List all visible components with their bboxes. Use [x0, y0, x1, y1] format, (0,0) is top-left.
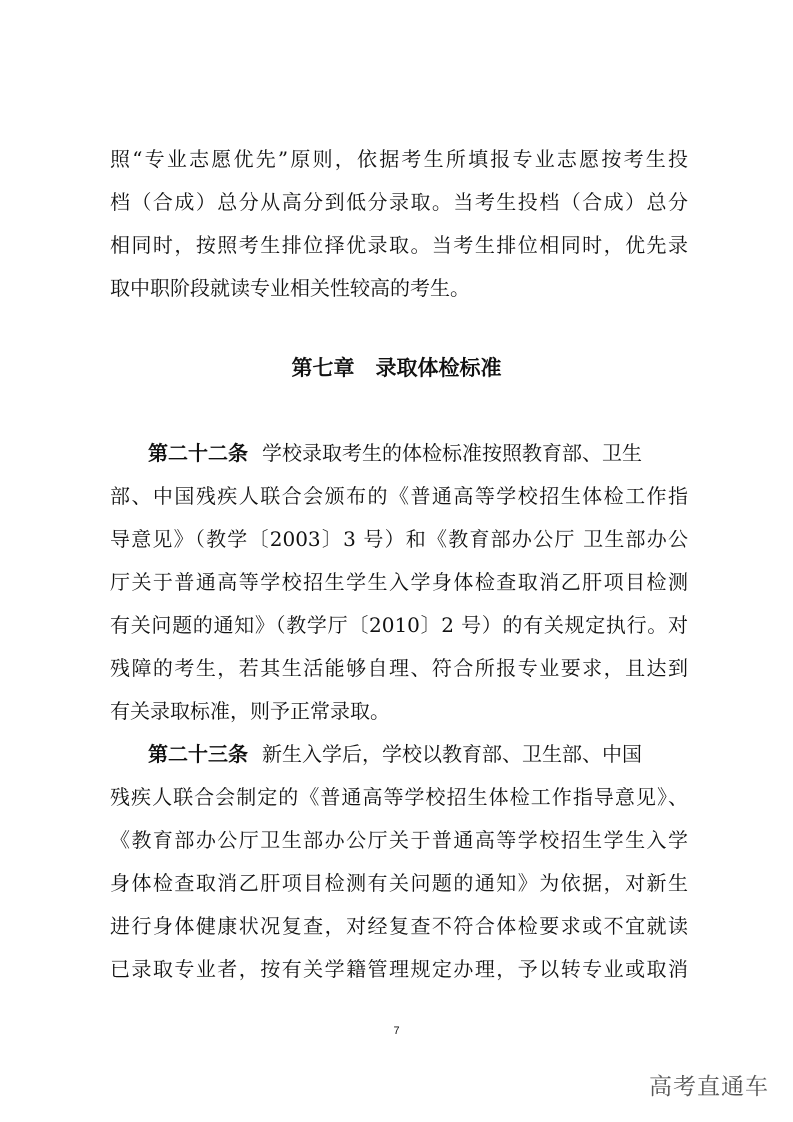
article-22-first-line — [148, 440, 688, 466]
article-23-first-line — [148, 741, 688, 767]
chapter-heading: 第七章 录取体检标准 — [291, 356, 502, 380]
paragraph-line: 厅关于普通高等学校招生学生入学身体检查取消乙肝项目检测 — [110, 570, 688, 594]
article-23-label: 第二十三条 — [148, 742, 248, 766]
paragraph-line: 相同时，按照考生排位择优录取。当考生排位相同时，优先录 — [110, 233, 688, 257]
paragraph-line: 残障的考生，若其生活能够自理、符合所报专业要求，且达到 — [110, 656, 688, 680]
paragraph-line: 已录取专业者，按有关学籍管理规定办理，予以转专业或取消 — [110, 957, 688, 981]
paragraph-line: 进行身体健康状况复查，对经复查不符合体检要求或不宜就读 — [110, 914, 688, 938]
paragraph-line: 部、中国残疾人联合会颁布的《普通高等学校招生体检工作指 — [110, 484, 688, 508]
paragraph-line: 取中职阶段就读专业相关性较高的考生。 — [110, 276, 470, 300]
paragraph-line: 残疾人联合会制定的《普通高等学校招生体检工作指导意见》、 — [110, 785, 688, 809]
paragraph-line: 《教育部办公厅卫生部办公厅关于普通高等学校招生学生入学 — [110, 828, 688, 852]
article-22-label: 第二十二条 — [148, 441, 248, 465]
page-number: 7 — [393, 1025, 400, 1037]
article-22-text: 学校录取考生的体检标准按照教育部、卫生 — [262, 441, 642, 465]
paragraph-line: 导意见》（教学〔2003〕3 号）和《教育部办公厅 卫生部办公 — [110, 527, 688, 551]
paragraph-line: 有关录取标准，则予正常录取。 — [110, 699, 390, 723]
paragraph-line: 档（合成）总分从高分到低分录取。当考生投档（合成）总分 — [110, 190, 688, 214]
paragraph-line: 照“专业志愿优先”原则，依据考生所填报专业志愿按考生投 — [110, 147, 688, 171]
article-23-text: 新生入学后，学校以教育部、卫生部、中国 — [262, 742, 642, 766]
paragraph-line: 身体检查取消乙肝项目检测有关问题的通知》为依据，对新生 — [110, 871, 688, 895]
watermark: 高考直通车 — [649, 1074, 769, 1100]
paragraph-line: 有关问题的通知》（教学厅〔2010〕2 号）的有关规定执行。对 — [110, 613, 688, 637]
